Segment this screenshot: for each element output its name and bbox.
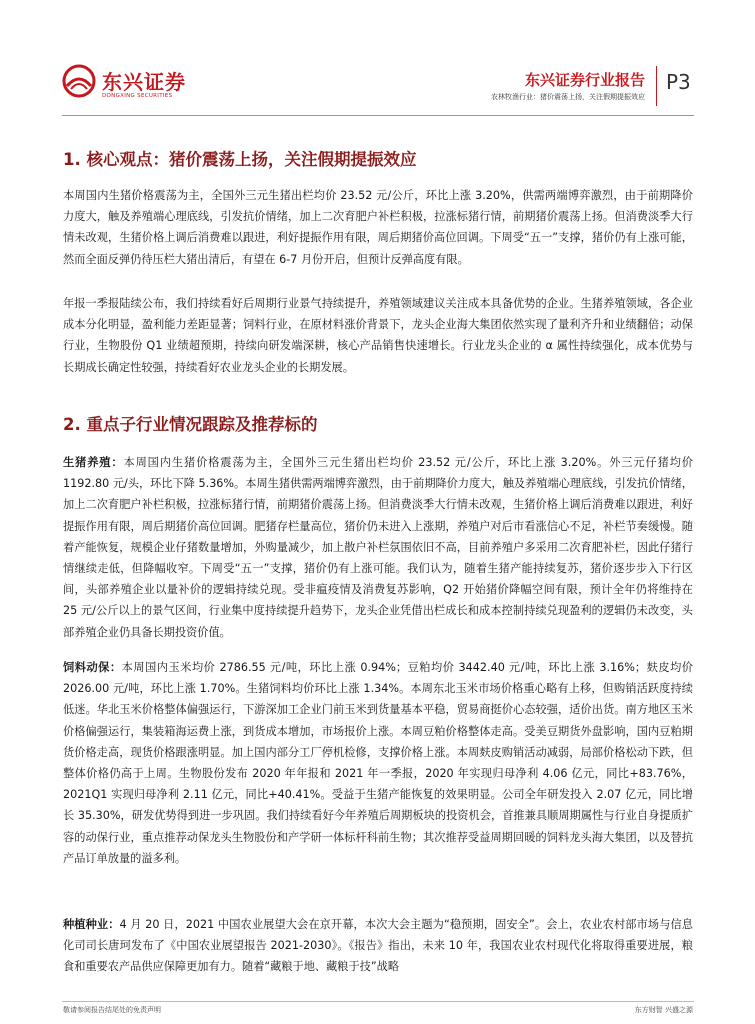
header-divider xyxy=(656,66,657,106)
paragraph-body: 本周国内生猪价格震荡为主，全国外三元生猪出栏均价 23.52 元/公斤，环比上涨 3.20%。外三元仔猪均价 1192.80 元/头，环比下降 5.36%。本周生猪供需两端博弈激烈，由于前期降价力度大，触及养殖端心理底线，引发抗价情绪，加上二次育肥户补栏积极，拉涨标猪行情，前期猪价震荡上扬。但消费淡季大行情未改观，生猪价格上调后消费难以跟进，利好提振作用有限，周后期猪价高位回调。肥猪存栏量高位，猪价仍未进入上涨期，养殖户对后市看涨信心不足，补栏节奏缓慢。随着产能恢复，规模企业仔猪数量增加，外购量减少，加上散户补栏氛围依旧不高，目前养殖户多采用二次育肥补栏，因此仔猪行情继续走低，但降幅收窄。下周受“五一”支撑，猪价仍有上涨可能。我们认为，随着生猪产能持续复苏，猪价逐步步入下行区间，头部养殖企业以量补价的逻辑持续兑现。受非瘟疫情及消费复苏影响，Q2 开始猪价降幅空间有限，预计全年仍将维持在 25 元/公斤以上的景气区间，行业集中度持续提升趋势下，龙头企业凭借出栏成长和成本控制持续兑现盈利的逻辑仍未改变，头部养殖企业仍具备长期投资价值。 xyxy=(63,456,693,639)
footer-disclaimer: 敬请参阅报告结尾处的免责声明 xyxy=(63,1006,161,1014)
company-logo xyxy=(62,64,192,108)
page-number: P3 xyxy=(666,70,691,94)
paragraph-seeds xyxy=(63,914,693,978)
paragraph-feed-vet xyxy=(63,657,693,869)
report-subtitle: 农林牧渔行业：猪价震荡上扬，关注假期提振效应 xyxy=(491,93,645,101)
paragraph-pig-farming xyxy=(63,452,693,643)
logo-text-en: DONGXING SECURITIES xyxy=(102,93,173,99)
paragraph-body: 本周国内玉米均价 2786.55 元/吨，环比上涨 0.94%；豆粕均价 3442.40 元/吨，环比上涨 3.16%；麸皮均价 2026.00 元/吨，环比上涨 1.70%。生猪饲料均价环比上涨 1.34%。本周东北玉米市场价格重心略有上移，但购销活跃度持续低迷。华北玉米价格整体偏强运行，下游深加工企业门前玉米到货量基本平稳，贸易商挺价心态较强，适价出货。南方地区玉米价格偏强运行，集装箱海运费上涨，到货成本增加，市场报价上涨。本周豆粕价格整体走高。受美豆期货外盘影响，国内豆粕期货价格走高，现货价格跟涨明显。加上国内部分工厂停机检修，支撑价格上涨。本周麸皮购销活动减弱，局部价格松动下跌，但整体价格仍高于上周。生物股份发布 2020 年年报和 2021 年一季报，2020 年实现归母净利 4.06 亿元，同比+83.76%，2021Q1 实现归母净利 2.11 亿元，同比+40.41%。受益于生猪产能恢复的效果明显。公司全年研发投入 2.07 亿元，同比增长 35.30%，研发优势得到进一步巩固。我们持续看好今年养殖后周期板块的投资机会，首推兼具顺周期属性与行业自身提质扩容的动保行业，重点推荐动保龙头生物股份和产学研一体标杆科前生物；其次推荐受益周期回暖的饲料龙头海大集团，以及替抗产品订单放量的溢多利。 xyxy=(63,661,693,865)
report-title: 东兴证券行业报告 xyxy=(524,71,645,89)
paragraph-lead: 生猪养殖： xyxy=(63,456,124,469)
logo-text-cn: 东兴证券 xyxy=(102,70,186,94)
paragraph-lead: 饲料动保： xyxy=(63,661,122,674)
section-heading-1: 1. 核心观点：猪价震荡上扬，关注假期提振效应 xyxy=(63,150,417,169)
page-header xyxy=(0,0,755,116)
footer-rule xyxy=(62,1001,694,1002)
paragraph-body: 4 月 20 日，2021 中国农业展望大会在京开幕，本次大会主题为“稳预期，固安全”。会上，农业农村部市场与信息化司司长唐珂发布了《中国农业展望报告 2021-2030》。《报告》指出，未来 10 年，我国农业农村现代化将取得重要进展，粮食和重要农产品供应保障更加有力。随着“藏粮于地、藏粮于技”战略 xyxy=(63,918,693,974)
footer-slogan: 东方财智 兴盛之源 xyxy=(634,1006,693,1014)
section-heading-2: 2. 重点子行业情况跟踪及推荐标的 xyxy=(63,415,318,434)
paragraph: 本周国内生猪价格震荡为主，全国外三元生猪出栏均价 23.52 元/公斤，环比上涨 3.20%，供需两端博弈激烈，由于前期降价力度大，触及养殖端心理底线，引发抗价情绪，加上二次育肥户补栏积极，拉涨标猪行情，前期猪价震荡上扬。但消费淡季大行情未改观，生猪价格上调后消费难以跟进，利好提振作用有限，周后期猪价高位回调。下周受“五一”支撑，猪价仍有上涨可能，然而全面反弹仍待压栏大猪出清后，有望在 6-7 月份开启，但预计反弹高度有限。 xyxy=(63,189,693,266)
header-rule xyxy=(62,115,694,116)
paragraph: 年报一季报陆续公布，我们持续看好后周期行业景气持续提升，养殖领域建议关注成本具备优势的企业。生猪养殖领域，各企业成本分化明显，盈利能力差距显著；饲料行业，在原材料涨价背景下，龙头企业海大集团依然实现了量利齐升和业绩翻倍；动保行业，生物股份 Q1 业绩超预期，持续向研发端深耕，核心产品销售快速增长。行业龙头企业的 α 属性持续强化，成本优势与长期成长确定性较强，持续看好农业龙头企业的长期发展。 xyxy=(63,297,693,374)
logo-mark-icon xyxy=(62,64,96,98)
paragraph-lead: 种植种业： xyxy=(63,918,120,931)
